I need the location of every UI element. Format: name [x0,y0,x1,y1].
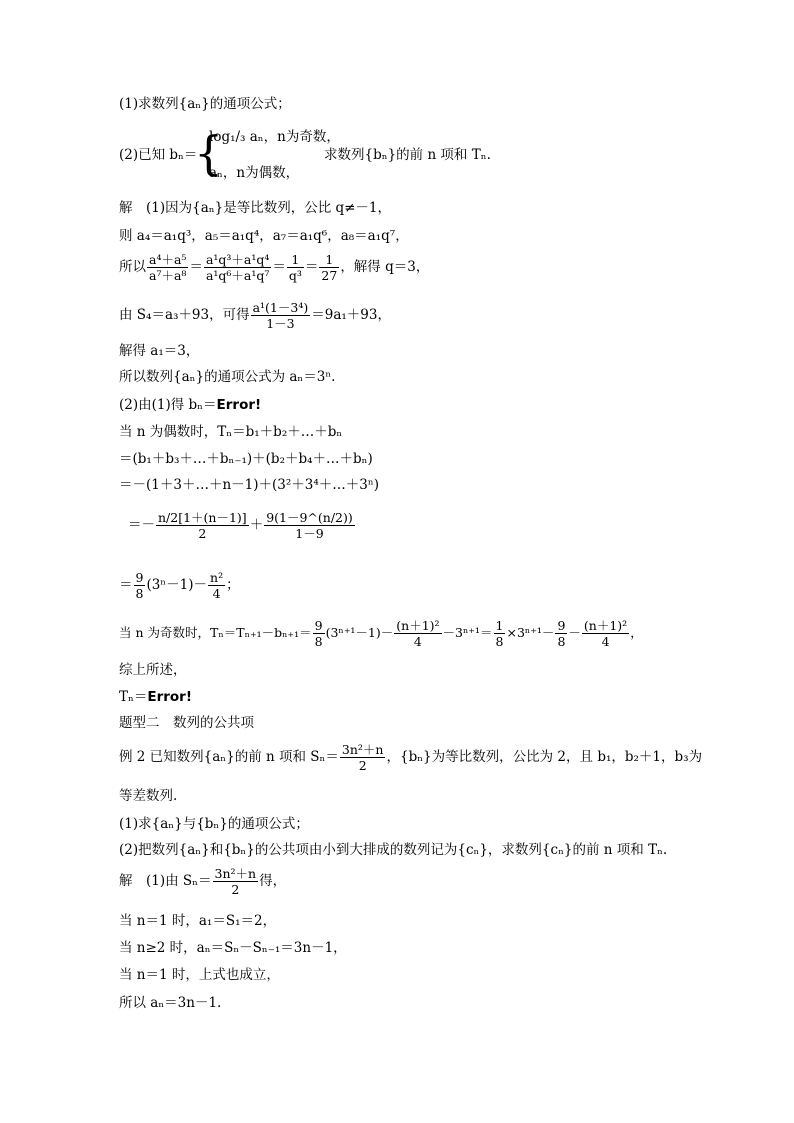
fraction [319,252,339,283]
numerator: 9 [135,570,144,585]
denominator: 27 [321,268,338,283]
sol1-line4 [119,300,391,331]
text: ； [226,577,240,593]
fraction [156,510,249,541]
text: Tₙ＝ [119,689,148,705]
numerator: a⁴＋a⁵ [149,252,187,267]
fraction [582,618,629,649]
fraction [251,300,311,331]
fraction [313,618,325,649]
denominator: 4 [212,586,221,601]
numerator: 9 [314,618,323,633]
text: 例 2 已知数列{aₙ}的前 n 项和 Sₙ＝ [119,749,339,765]
sol2-line5: 所以 aₙ＝3n－1. [119,995,222,1011]
text: (2)由(1)得 bₙ＝ [119,397,217,413]
denominator: q³ [288,268,302,283]
sol1-line14: 综上所述， [119,662,187,678]
sol1-line11 [128,510,356,541]
text: 解 (1)由 Sₙ＝ [119,873,212,889]
numerator: 3n²＋n [341,742,384,757]
fraction [147,252,188,283]
text: ，解得 q＝3， [340,259,430,275]
denominator: 4 [413,634,422,649]
denominator: 4 [601,634,610,649]
fraction [555,618,567,649]
text: (3ⁿ－1)－ [146,577,208,593]
example2-line1 [119,742,702,773]
text: 由 S₄＝a₃＋93，可得 [119,307,250,323]
sol2-line2: 当 n＝1 时，a₁＝S₁＝2， [119,913,277,929]
text: ＝ [119,577,133,593]
text: 得， [259,873,287,889]
numerator: 1 [319,252,339,268]
example2-q2: (2)把数列{aₙ}和{bₙ}的公共项由小到大排成的数列记为{cₙ}，求数列{cₙ}的前 n 项和 Tₙ. [119,842,668,858]
sol1-line9: ＝(b₁＋b₃＋…＋bₙ₋₁)＋(b₂＋b₄＋…＋bₙ) [119,451,373,467]
sol1-line7 [119,396,261,414]
sol1-line13 [119,618,643,649]
sol1-line3: 所以 $\frac{\text{a⁴＋a⁵}}{\text{a⁷＋a⁸}}$ ＝ $\frac{\text{a¹q³＋a¹q⁴}}{\text{a¹q⁶＋a¹q⁷}}$ ＝ $\frac{1}{\text{q³}}$ ＝ $\frac{1}{27}$ ，解得 q＝3， [119,252,430,283]
sol1-line5: 解得 a₁＝3， [119,343,200,359]
fraction [394,618,441,649]
text: － [568,625,581,640]
left-brace: { [194,126,224,180]
error-text: Error! [216,397,262,413]
numerator: 9(1－9^(n/2)) [266,510,353,525]
denominator: 1－9 [295,526,324,541]
sol1-line12 [119,570,240,601]
section-heading: 题型二 数列的公共项 [119,715,254,731]
denominator: 8 [557,634,566,649]
text: (3ⁿ⁺¹－1)－ [325,625,394,640]
text: ， [630,625,643,640]
denominator: 1－3 [266,316,295,331]
error-text: Error! [147,689,192,705]
example2-q1: (1)求{aₙ}与{bₙ}的通项公式； [119,816,309,832]
sol1-line6: 所以数列{aₙ}的通项公式为 aₙ＝3ⁿ. [119,369,336,385]
sol1-line15 [119,688,192,706]
sol1-line2: 则 a₄＝a₁q³，a₅＝a₁q⁴，a₇＝a₁q⁶，a₈＝a₁q⁷， [119,228,409,244]
numerator: 1 [287,252,304,268]
sol1-line1: 解 (1)因为{aₙ}是等比数列，公比 q≠－1， [119,200,392,216]
numerator: 9 [557,618,566,633]
numerator: (n＋1)² [583,618,628,633]
denominator: 2 [231,882,240,897]
fraction [213,866,259,897]
sol1-line8: 当 n 为偶数时，Tₙ＝b₁＋b₂＋…＋bₙ [119,424,343,440]
text: 所以 [119,259,146,275]
sol1-line10: ＝－(1＋3＋…＋n－1)＋(3²＋3⁴＋…＋3ⁿ) [119,477,379,493]
example2-line2: 等差数列. [119,788,178,804]
denominator: 2 [358,758,367,773]
q2-suffix: 求数列{bₙ}的前 n 项和 Tₙ. [324,147,491,163]
denominator: 2 [198,526,207,541]
sol2-line3: 当 n≥2 时，aₙ＝Sₙ－Sₙ₋₁＝3n－1， [119,940,347,956]
q2-prefix: (2)已知 bₙ＝ [119,147,198,163]
fraction [208,570,225,601]
case-even: aₙ，n为偶数， [209,165,300,181]
numerator: n² [210,570,224,585]
fraction [494,618,506,649]
text: ＝－ [128,517,155,533]
text: ＝9a₁＋93， [311,307,391,323]
denominator: a¹q⁶＋a¹q⁷ [205,268,270,283]
numerator: a¹(1－3⁴) [252,300,309,315]
numerator: 1 [495,618,504,633]
problem1-q1: (1)求数列{aₙ}的通项公式； [119,96,291,112]
sol2-line1 [119,866,286,897]
fraction [340,742,386,773]
numerator: a¹q³＋a¹q⁴ [205,252,270,267]
text: －3ⁿ⁺¹＝ [442,625,493,640]
denominator: 8 [135,586,144,601]
denominator: 8 [314,634,323,649]
fraction [134,570,146,601]
denominator: 8 [495,634,504,649]
fraction [264,510,355,541]
text: ×3ⁿ⁺¹－ [506,625,555,640]
text: ，{bₙ}为等比数列，公比为 2，且 b₁，b₂＋1，b₃为 [386,749,703,765]
denominator: a⁷＋a⁸ [149,268,187,283]
numerator: (n＋1)² [396,618,440,633]
text: 当 n 为奇数时，Tₙ＝Tₙ₊₁－bₙ₊₁＝ [119,625,312,640]
case-odd: log₁/₃ aₙ，n为奇数， [209,129,340,145]
fraction [287,252,304,283]
numerator: n/2[1＋(n－1)] [158,510,247,525]
numerator: 3n²＋n [214,866,257,881]
text: ＋ [249,517,264,533]
fraction [204,252,271,283]
sol2-line4: 当 n＝1 时，上式也成立， [119,967,280,983]
